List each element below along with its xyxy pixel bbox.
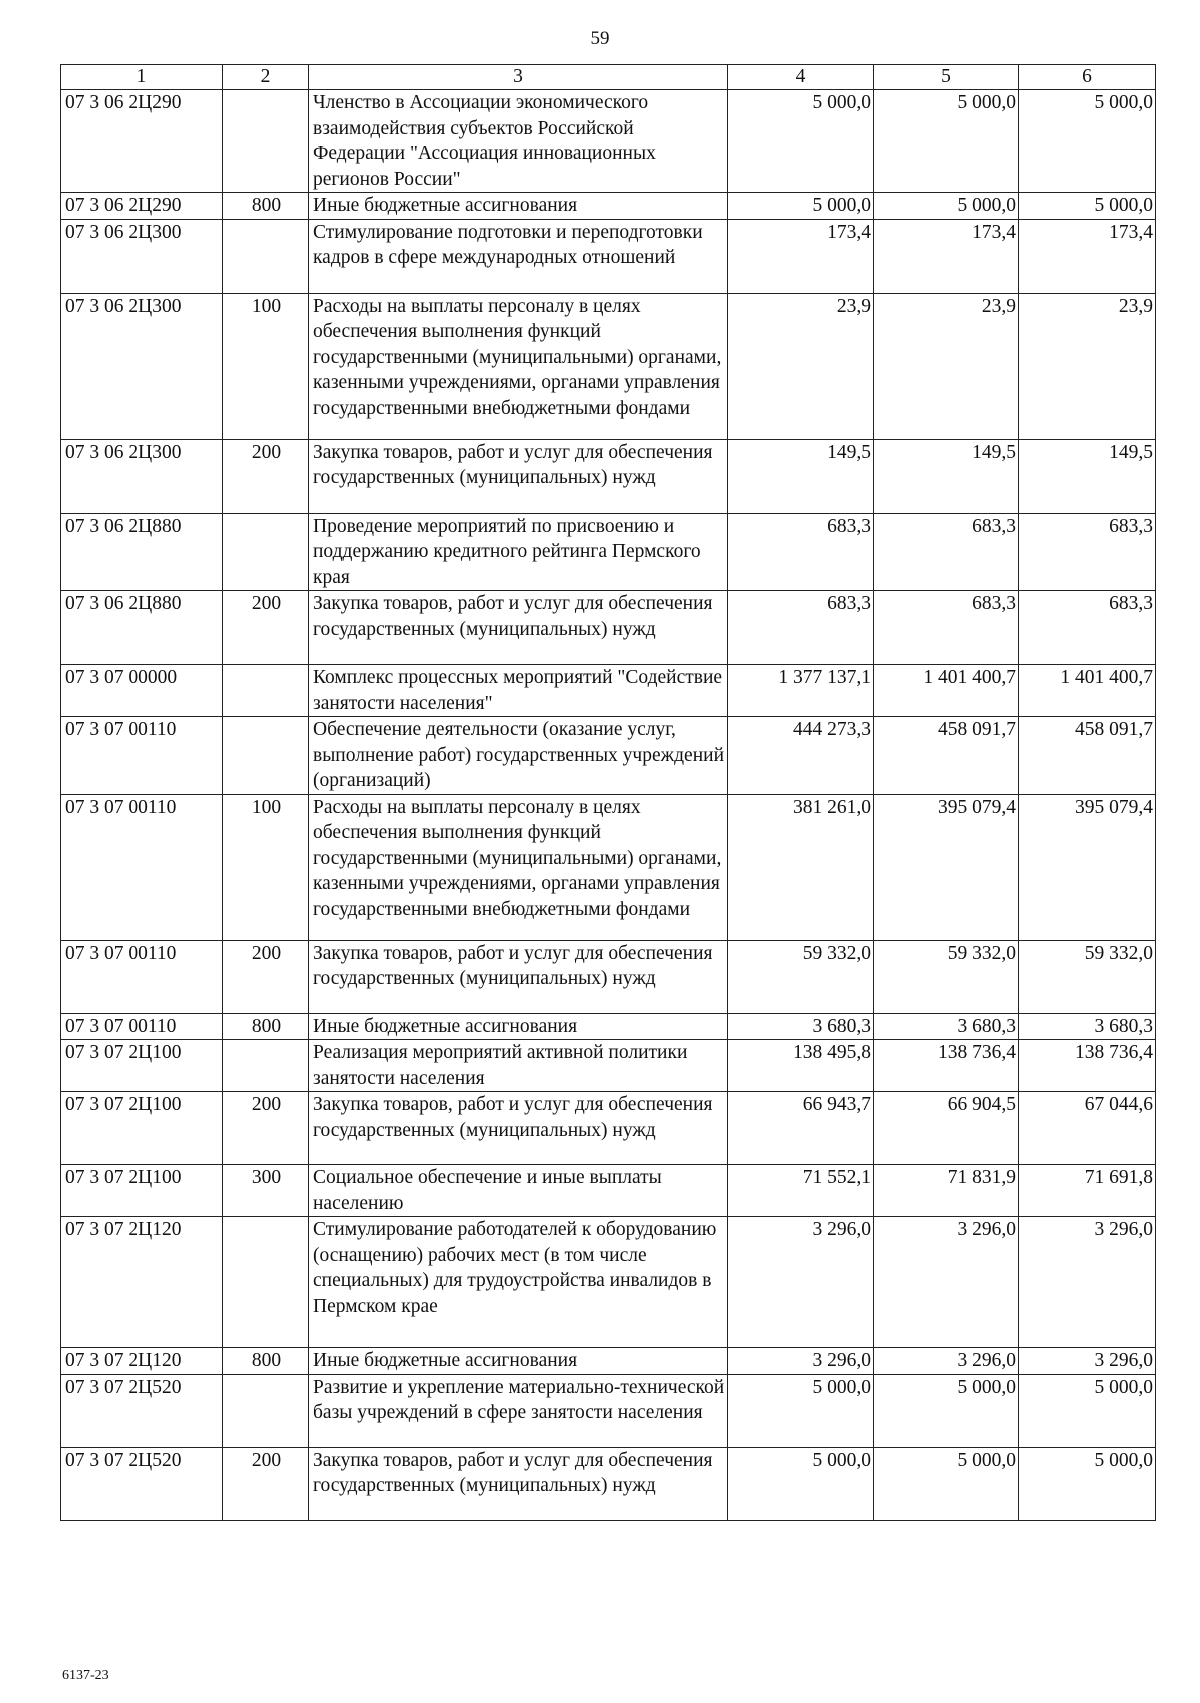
code-cell: 07 3 07 00110 (61, 794, 223, 940)
amount-col4-cell: 444 273,3 (728, 717, 874, 795)
item-name-cell: Закупка товаров, работ и услуг для обеспечения государственных (муниципальных) нужд (309, 439, 728, 513)
item-name-cell: Закупка товаров, работ и услуг для обеспечения государственных (муниципальных) нужд (309, 1092, 728, 1165)
amount-col5-cell: 1 401 400,7 (874, 665, 1019, 717)
table-row (61, 193, 1156, 220)
item-name-cell: Расходы на выплаты персоналу в целях обеспечения выполнения функций государственными (муниципальными) органами, казенными учреждениями, органами управления государственными внебюджетными фондами (309, 293, 728, 439)
amount-col4-cell: 173,4 (728, 219, 874, 293)
amount-col4-cell: 5 000,0 (728, 1447, 874, 1520)
item-name-cell: Закупка товаров, работ и услуг для обеспечения государственных (муниципальных) нужд (309, 940, 728, 1013)
amount-col5-cell: 5 000,0 (874, 90, 1019, 193)
expense-type-cell: 100 (223, 293, 309, 439)
expense-type-cell (223, 219, 309, 293)
amount-col6-cell: 5 000,0 (1019, 90, 1156, 193)
amount-col4-cell: 66 943,7 (728, 1092, 874, 1165)
amount-col4-cell: 5 000,0 (728, 1374, 874, 1447)
footer-code: 6137-23 (62, 1668, 109, 1683)
amount-col6-cell: 59 332,0 (1019, 940, 1156, 1013)
column-header-3: 3 (309, 65, 728, 90)
amount-col5-cell: 395 079,4 (874, 794, 1019, 940)
amount-col4-cell: 138 495,8 (728, 1040, 874, 1092)
amount-col4-cell: 683,3 (728, 591, 874, 665)
item-name-cell: Развитие и укрепление материально-технической базы учреждений в сфере занятости населения (309, 1374, 728, 1447)
table-row (61, 591, 1156, 665)
column-header-5: 5 (874, 65, 1019, 90)
table-row (61, 1040, 1156, 1092)
item-name-cell: Стимулирование подготовки и переподготовки кадров в сфере международных отношений (309, 219, 728, 293)
table-row (61, 439, 1156, 513)
code-cell: 07 3 07 00000 (61, 665, 223, 717)
code-cell: 07 3 07 2Ц520 (61, 1447, 223, 1520)
budget-table (60, 64, 1156, 1521)
amount-col5-cell: 683,3 (874, 513, 1019, 591)
code-cell: 07 3 06 2Ц290 (61, 193, 223, 220)
expense-type-cell: 800 (223, 1013, 309, 1040)
amount-col6-cell: 23,9 (1019, 293, 1156, 439)
expense-type-cell: 200 (223, 940, 309, 1013)
code-cell: 07 3 07 2Ц100 (61, 1092, 223, 1165)
table-row (61, 1013, 1156, 1040)
amount-col6-cell: 3 296,0 (1019, 1217, 1156, 1348)
item-name-cell: Расходы на выплаты персоналу в целях обеспечения выполнения функций государственными (муниципальными) органами, казенными учреждениями, органами управления государственными внебюджетными фондами (309, 794, 728, 940)
page-number: 59 (590, 28, 610, 49)
code-cell: 07 3 07 00110 (61, 940, 223, 1013)
amount-col5-cell: 138 736,4 (874, 1040, 1019, 1092)
amount-col6-cell: 5 000,0 (1019, 193, 1156, 220)
table-row (61, 794, 1156, 940)
item-name-cell: Членство в Ассоциации экономического взаимодействия субъектов Российской Федерации "Ассоциация инновационных регионов России" (309, 90, 728, 193)
code-cell: 07 3 07 2Ц120 (61, 1217, 223, 1348)
amount-col5-cell: 5 000,0 (874, 1374, 1019, 1447)
table-row (61, 293, 1156, 439)
expense-type-cell: 800 (223, 193, 309, 220)
table-row (61, 1348, 1156, 1375)
expense-type-cell (223, 717, 309, 795)
amount-col5-cell: 23,9 (874, 293, 1019, 439)
code-cell: 07 3 06 2Ц300 (61, 439, 223, 513)
code-cell: 07 3 06 2Ц300 (61, 219, 223, 293)
amount-col4-cell: 683,3 (728, 513, 874, 591)
expense-type-cell (223, 513, 309, 591)
table-row (61, 1092, 1156, 1165)
amount-col4-cell: 381 261,0 (728, 794, 874, 940)
code-cell: 07 3 06 2Ц880 (61, 591, 223, 665)
item-name-cell: Реализация мероприятий активной политики занятости населения (309, 1040, 728, 1092)
item-name-cell: Закупка товаров, работ и услуг для обеспечения государственных (муниципальных) нужд (309, 591, 728, 665)
amount-col4-cell: 23,9 (728, 293, 874, 439)
table-row (61, 513, 1156, 591)
table-row (61, 219, 1156, 293)
amount-col6-cell: 67 044,6 (1019, 1092, 1156, 1165)
expense-type-cell: 800 (223, 1348, 309, 1375)
expense-type-cell (223, 1040, 309, 1092)
code-cell: 07 3 07 2Ц100 (61, 1165, 223, 1217)
item-name-cell: Стимулирование работодателей к оборудованию (оснащению) рабочих мест (в том числе специальных) для трудоустройства инвалидов в Пермском крае (309, 1217, 728, 1348)
amount-col5-cell: 59 332,0 (874, 940, 1019, 1013)
expense-type-cell: 100 (223, 794, 309, 940)
code-cell: 07 3 07 2Ц520 (61, 1374, 223, 1447)
column-header-6: 6 (1019, 65, 1156, 90)
column-header-4: 4 (728, 65, 874, 90)
code-cell: 07 3 06 2Ц880 (61, 513, 223, 591)
code-cell: 07 3 07 2Ц100 (61, 1040, 223, 1092)
table-row (61, 1217, 1156, 1348)
amount-col5-cell: 5 000,0 (874, 193, 1019, 220)
amount-col4-cell: 71 552,1 (728, 1165, 874, 1217)
expense-type-cell: 200 (223, 1447, 309, 1520)
amount-col4-cell: 5 000,0 (728, 90, 874, 193)
item-name-cell: Иные бюджетные ассигнования (309, 1348, 728, 1375)
code-cell: 07 3 06 2Ц300 (61, 293, 223, 439)
item-name-cell: Социальное обеспечение и иные выплаты населению (309, 1165, 728, 1217)
item-name-cell: Иные бюджетные ассигнования (309, 193, 728, 220)
code-cell: 07 3 06 2Ц290 (61, 90, 223, 193)
expense-type-cell (223, 1217, 309, 1348)
expense-type-cell: 200 (223, 591, 309, 665)
amount-col6-cell: 3 680,3 (1019, 1013, 1156, 1040)
amount-col6-cell: 3 296,0 (1019, 1348, 1156, 1375)
amount-col6-cell: 138 736,4 (1019, 1040, 1156, 1092)
amount-col5-cell: 173,4 (874, 219, 1019, 293)
expense-type-cell: 300 (223, 1165, 309, 1217)
code-cell: 07 3 07 00110 (61, 717, 223, 795)
amount-col5-cell: 149,5 (874, 439, 1019, 513)
amount-col6-cell: 71 691,8 (1019, 1165, 1156, 1217)
amount-col5-cell: 3 680,3 (874, 1013, 1019, 1040)
table-row (61, 717, 1156, 795)
item-name-cell: Проведение мероприятий по присвоению и поддержанию кредитного рейтинга Пермского края (309, 513, 728, 591)
amount-col5-cell: 458 091,7 (874, 717, 1019, 795)
item-name-cell: Комплекс процессных мероприятий "Содействие занятости населения" (309, 665, 728, 717)
item-name-cell: Закупка товаров, работ и услуг для обеспечения государственных (муниципальных) нужд (309, 1447, 728, 1520)
amount-col6-cell: 1 401 400,7 (1019, 665, 1156, 717)
amount-col5-cell: 3 296,0 (874, 1348, 1019, 1375)
column-header-1: 1 (61, 65, 223, 90)
table-row (61, 665, 1156, 717)
code-cell: 07 3 07 2Ц120 (61, 1348, 223, 1375)
amount-col4-cell: 149,5 (728, 439, 874, 513)
amount-col4-cell: 3 296,0 (728, 1217, 874, 1348)
amount-col6-cell: 5 000,0 (1019, 1374, 1156, 1447)
expense-type-cell (223, 1374, 309, 1447)
amount-col5-cell: 66 904,5 (874, 1092, 1019, 1165)
column-header-2: 2 (223, 65, 309, 90)
table-row (61, 1447, 1156, 1520)
amount-col6-cell: 5 000,0 (1019, 1447, 1156, 1520)
table-row (61, 1165, 1156, 1217)
amount-col6-cell: 149,5 (1019, 439, 1156, 513)
amount-col5-cell: 5 000,0 (874, 1447, 1019, 1520)
amount-col6-cell: 458 091,7 (1019, 717, 1156, 795)
amount-col4-cell: 3 296,0 (728, 1348, 874, 1375)
table-row (61, 90, 1156, 193)
amount-col4-cell: 59 332,0 (728, 940, 874, 1013)
code-cell: 07 3 07 00110 (61, 1013, 223, 1040)
amount-col5-cell: 683,3 (874, 591, 1019, 665)
amount-col4-cell: 3 680,3 (728, 1013, 874, 1040)
expense-type-cell: 200 (223, 1092, 309, 1165)
table-row (61, 940, 1156, 1013)
amount-col5-cell: 3 296,0 (874, 1217, 1019, 1348)
item-name-cell: Обеспечение деятельности (оказание услуг, выполнение работ) государственных учреждений (организаций) (309, 717, 728, 795)
amount-col6-cell: 173,4 (1019, 219, 1156, 293)
budget-table-body (61, 90, 1156, 1521)
amount-col6-cell: 683,3 (1019, 513, 1156, 591)
item-name-cell: Иные бюджетные ассигнования (309, 1013, 728, 1040)
expense-type-cell: 200 (223, 439, 309, 513)
expense-type-cell (223, 665, 309, 717)
amount-col5-cell: 71 831,9 (874, 1165, 1019, 1217)
table-header-row (61, 65, 1156, 90)
amount-col4-cell: 1 377 137,1 (728, 665, 874, 717)
table-row (61, 1374, 1156, 1447)
expense-type-cell (223, 90, 309, 193)
amount-col4-cell: 5 000,0 (728, 193, 874, 220)
amount-col6-cell: 395 079,4 (1019, 794, 1156, 940)
amount-col6-cell: 683,3 (1019, 591, 1156, 665)
